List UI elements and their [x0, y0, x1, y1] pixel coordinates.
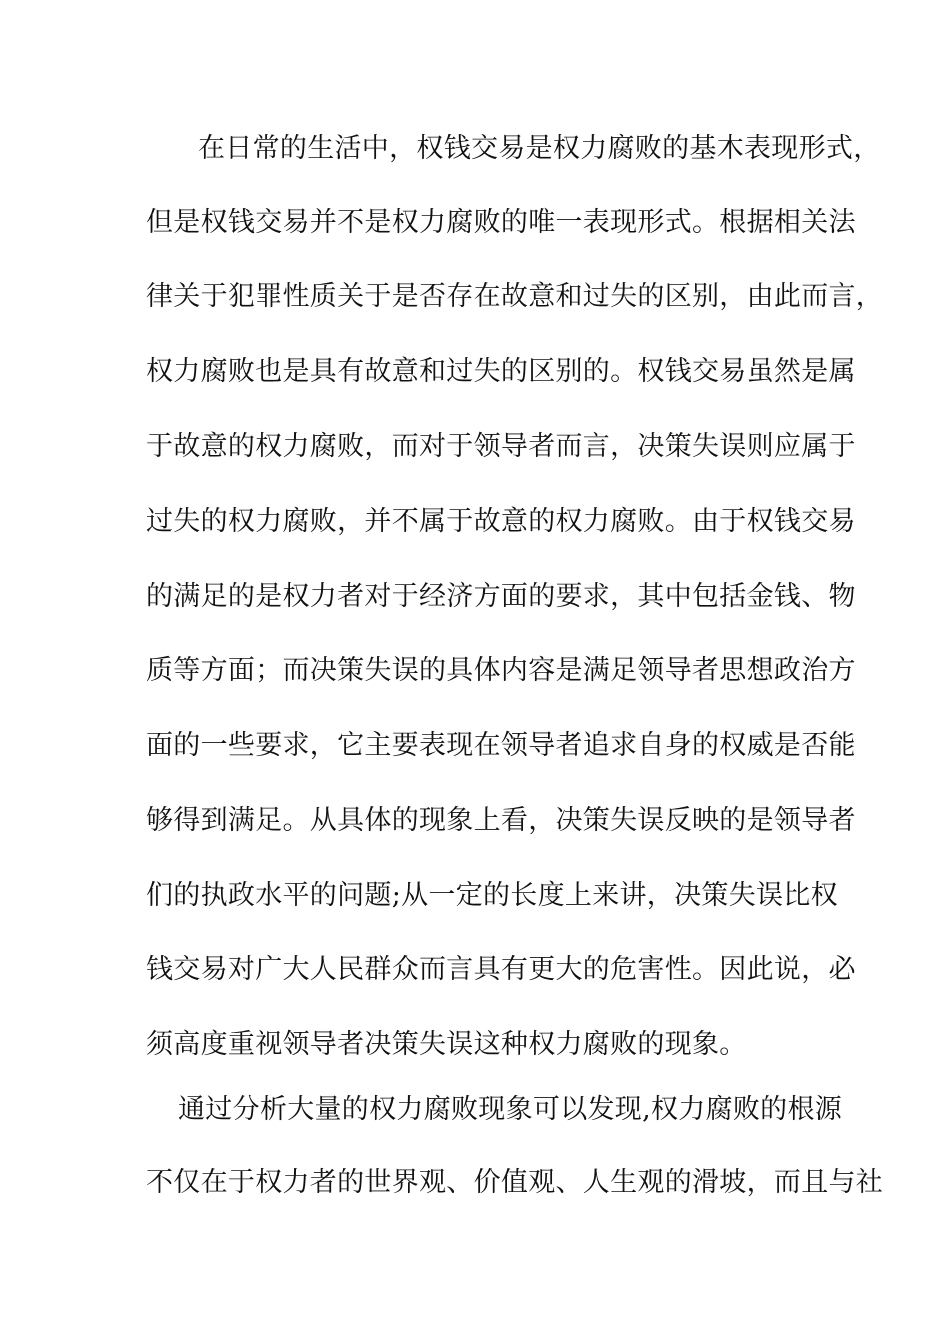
text-line: 权力腐败也是具有故意和过失的区别的。权钱交易虽然是属 [146, 356, 856, 387]
text-line: 律关于犯罪性质关于是否存在故意和过失的区别，由此而言， [146, 281, 884, 312]
text-line: 钱交易对广大人民群众而言具有更大的危害性。因此说，必 [146, 954, 856, 985]
text-line: 质等方面；而决策失误的具体内容是满足领导者思想政治方 [146, 655, 856, 686]
text-line: 过失的权力腐败，并不属于故意的权力腐败。由于权钱交易 [146, 506, 856, 537]
text-line: 们的执政水平的问题;从一定的长度上来讲，决策失误比权 [146, 880, 838, 911]
text-line: 于故意的权力腐败，而对于领导者而言，决策失误则应属于 [146, 431, 856, 462]
text-line: 通过分析大量的权力腐败现象可以发现,权力腐败的根源 [178, 1094, 843, 1125]
text-line: 面的一些要求，它主要表现在领导者追求自身的权威是否能 [146, 730, 856, 761]
text-line: 在日常的生活中，权钱交易是权力腐败的基木表现形式， [198, 133, 881, 164]
text-line: 的满足的是权力者对于经济方面的要求，其中包括金钱、物 [146, 581, 856, 612]
text-line: 够得到满足。从具体的现象上看，决策失误反映的是领导者 [146, 805, 856, 836]
text-line: 但是权钱交易并不是权力腐败的唯一表现形式。根据相关法 [146, 207, 856, 238]
text-line: 须高度重视领导者决策失误这种权力腐败的现象。 [146, 1029, 747, 1060]
text-line: 不仅在于权力者的世界观、价值观、人生观的滑坡，而且与社 [146, 1167, 884, 1198]
